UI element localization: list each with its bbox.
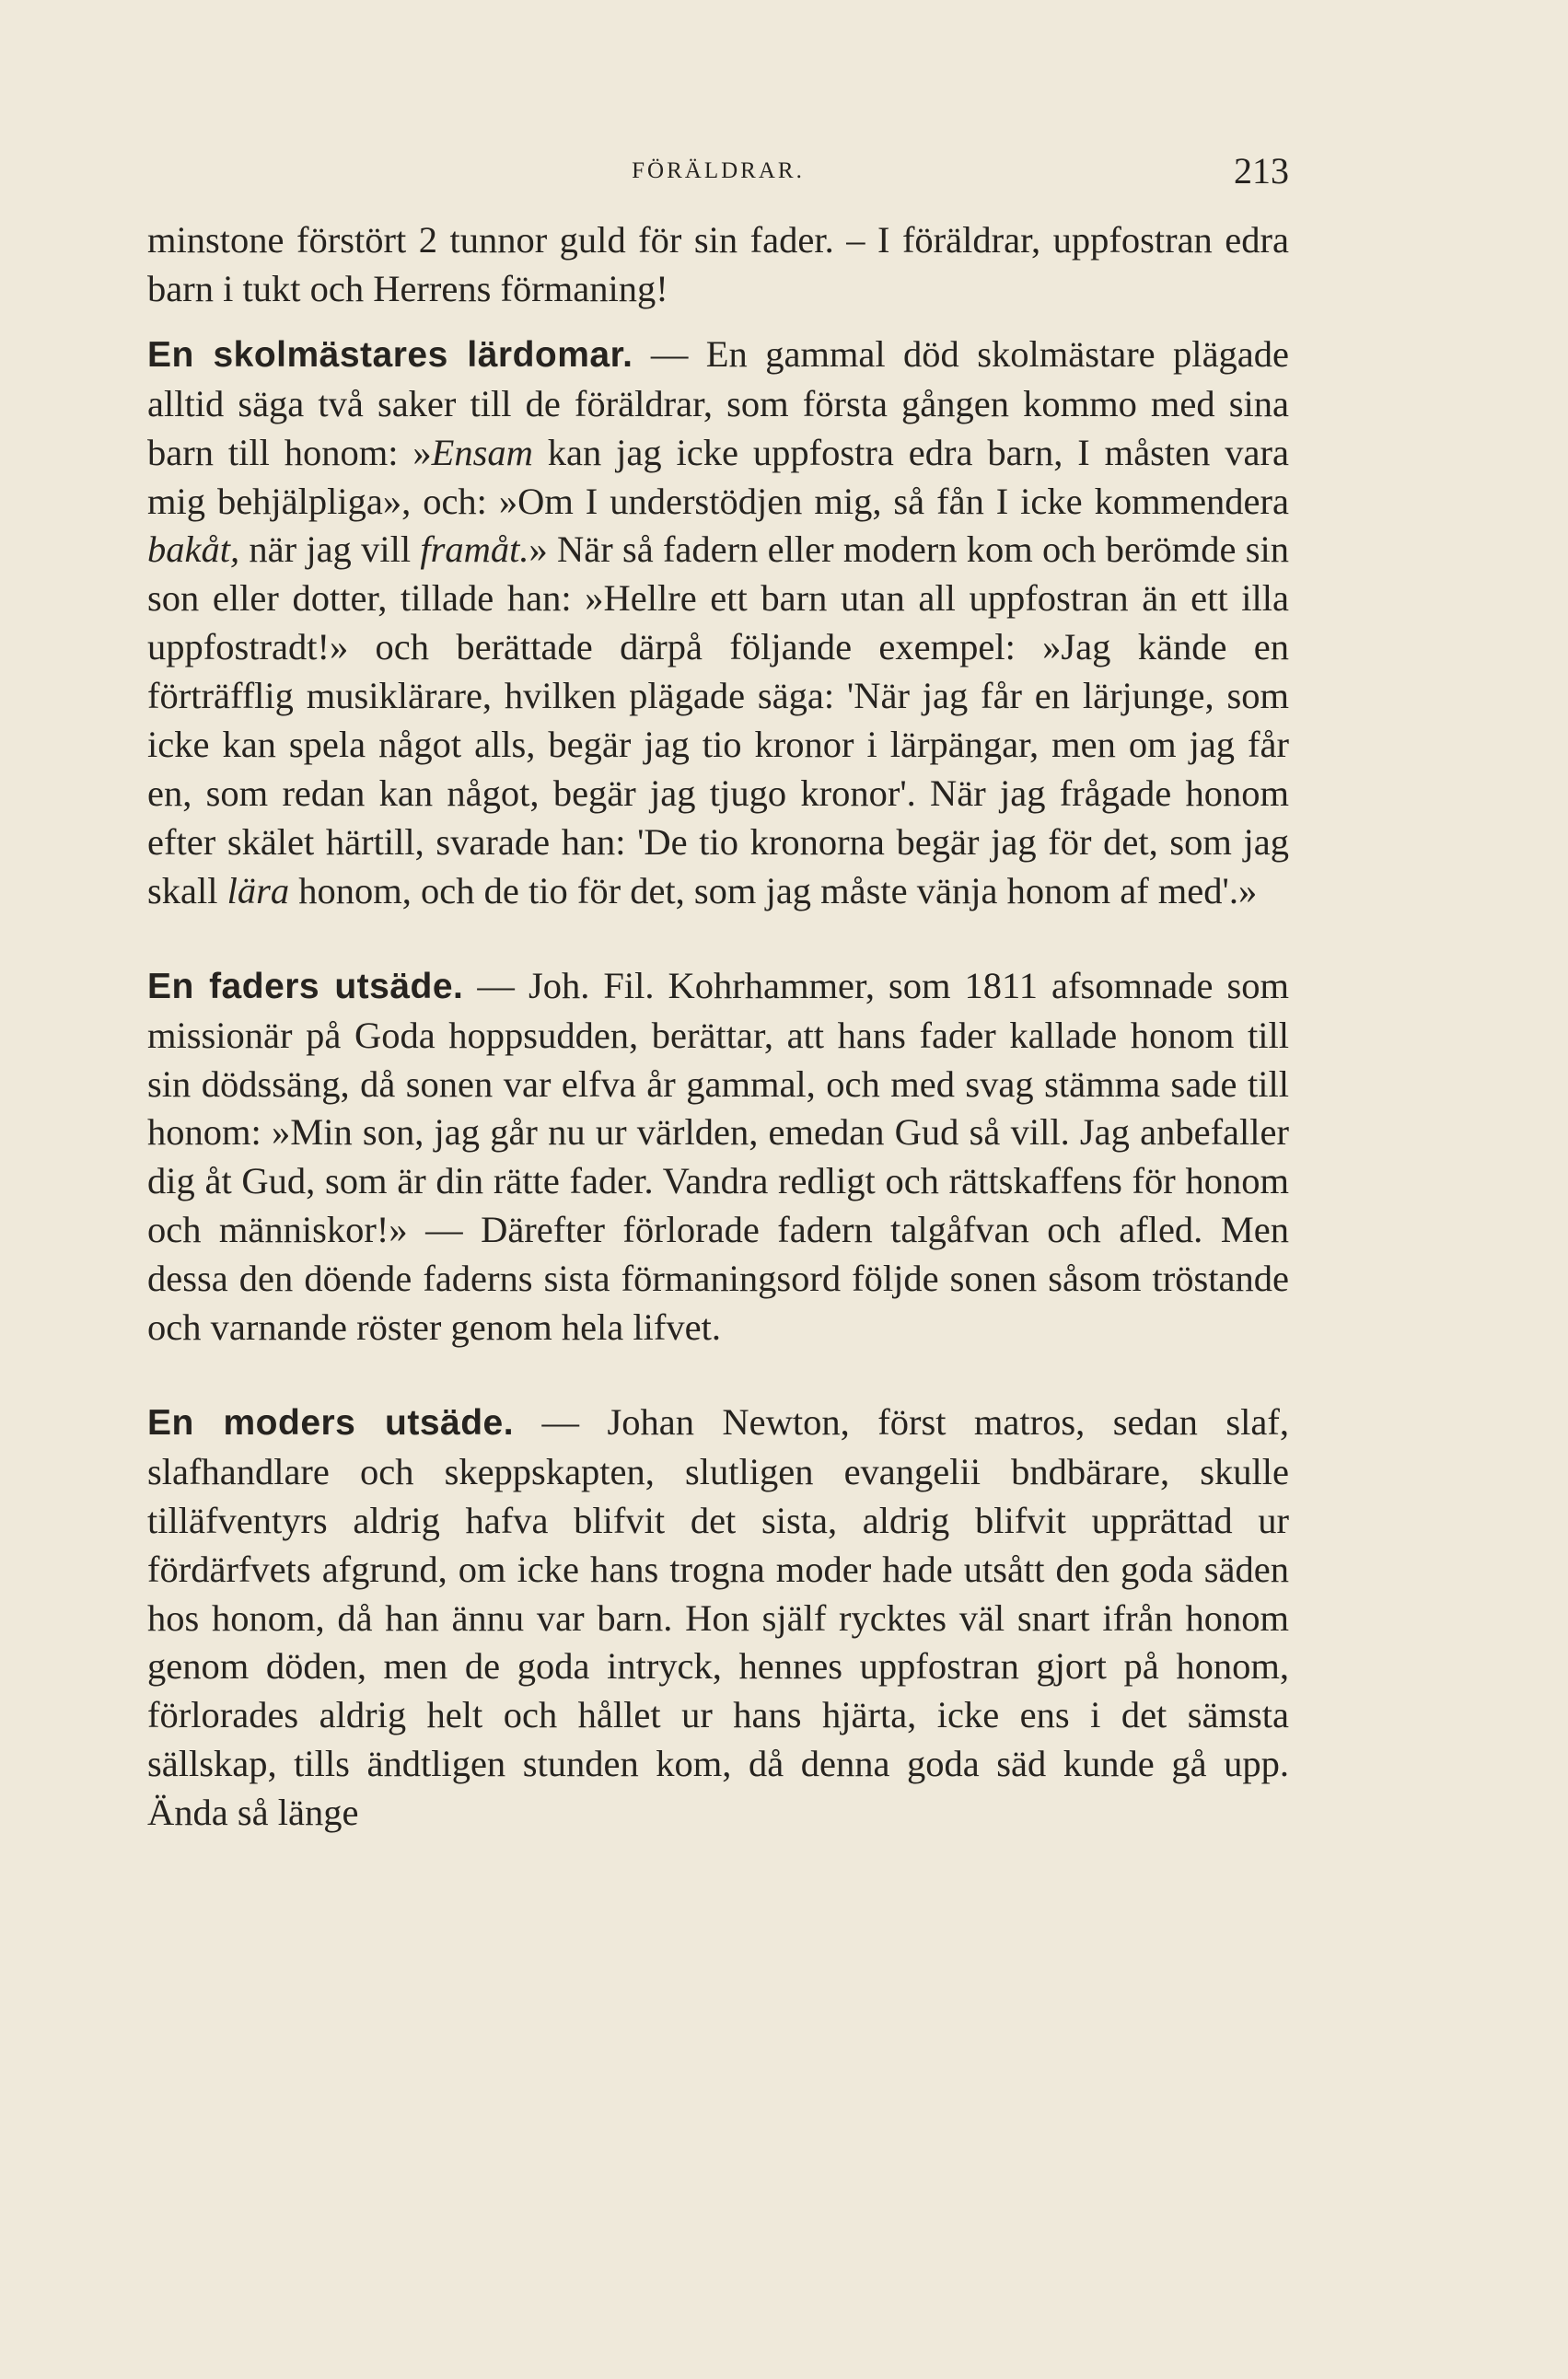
emphasis-text: bakåt, bbox=[147, 528, 240, 571]
faders-paragraph bbox=[147, 962, 1289, 1352]
section-heading-faders: En faders utsäde. bbox=[147, 966, 464, 1006]
paragraph-text: — En gammal död skolmästare plägade alltid säga två saker till de föräldrar, som första gången kommo med sina barn till honom: » bbox=[147, 332, 1289, 473]
body-text bbox=[147, 216, 1289, 1838]
section-heading-skolmastare: En skolmästares lärdomar. bbox=[147, 334, 633, 375]
paragraph-text: när jag vill bbox=[239, 528, 421, 571]
emphasis-text: Ensam bbox=[431, 431, 533, 473]
page-header bbox=[147, 149, 1289, 204]
paragraph-text: » När så fadern eller modern kom och berömde sin son eller dotter, tillade han: »Hellre ett barn utan all uppfostran än ett illa uppfostradt!» och berättade därpå följande exempel: »Jag kände en förträfflig musiklärare, hvilken plägade säga: 'När jag får en lärjunge, som icke kan spela något alls, begär jag tio kronor i lärpängar, men om jag får en, som redan kan något, begär jag tjugo kronor'. När jag frågade honom efter skälet härtill, svarade han: 'De tio kronorna begär jag för det, som jag skall bbox=[147, 528, 1290, 911]
paragraph-text: kan jag icke uppfostra edra barn, I måsten vara mig behjälpliga», och: »Om I understödjen mig, så fån I icke kommendera bbox=[147, 431, 1289, 522]
paragraph-text: — Joh. Fil. Kohrhammer, som 1811 afsomnade som missionär på Goda hoppsudden, berättar, att hans fader kallade honom till sin dödssäng, då sonen var elfva år gammal, och med svag stämma sade till honom: »Min son, jag går nu ur världen, emedan Gud så vill. Jag anbefaller dig åt Gud, som är din rätte fader. Vandra redligt och rättskaffens för honom och människor!» — Därefter förlorade fadern talgåfvan och afled. Men dessa den döende faderns sista förmaningsord följde sonen såsom tröstande och varnande röster genom hela lifvet. bbox=[147, 964, 1290, 1349]
section-heading-moders: En moders utsäde. bbox=[147, 1402, 515, 1443]
skolmastare-paragraph bbox=[147, 331, 1289, 916]
paragraph-text: honom, och de tio för det, som jag måste vänja honom af med'.» bbox=[289, 869, 1258, 911]
running-title: FÖRÄLDRAR. bbox=[632, 158, 805, 183]
page-number: 213 bbox=[1234, 150, 1289, 191]
intro-paragraph: minstone förstört 2 tunnor guld för sin fader. – I föräldrar, uppfostran edra barn i tukt och Herrens förmaning! bbox=[147, 219, 1289, 309]
emphasis-text: lära bbox=[226, 869, 290, 911]
paragraph-text: — Johan Newton, först matros, sedan slaf, slafhandlare och skeppskapten, slutligen evangelii bndbärare, skulle tilläfventyrs aldrig hafva blifvit det sista, aldrig blifvit upprättad ur fördärfvets afgrund, om icke hans trogna moder hade utsått den goda säden hos honom, då han ännu var barn. Hon själf rycktes väl snart ifrån honom genom döden, men de goda intryck, hennes uppfostran gjort på honom, förlorades aldrig helt och hållet ur hans hjärta, icke ens i det sämsta sällskap, tills ändtligen stunden kom, då denna goda säd kunde gå upp. Ända så länge bbox=[147, 1400, 1289, 1834]
emphasis-text: framåt. bbox=[420, 528, 529, 571]
moders-paragraph bbox=[147, 1398, 1289, 1838]
